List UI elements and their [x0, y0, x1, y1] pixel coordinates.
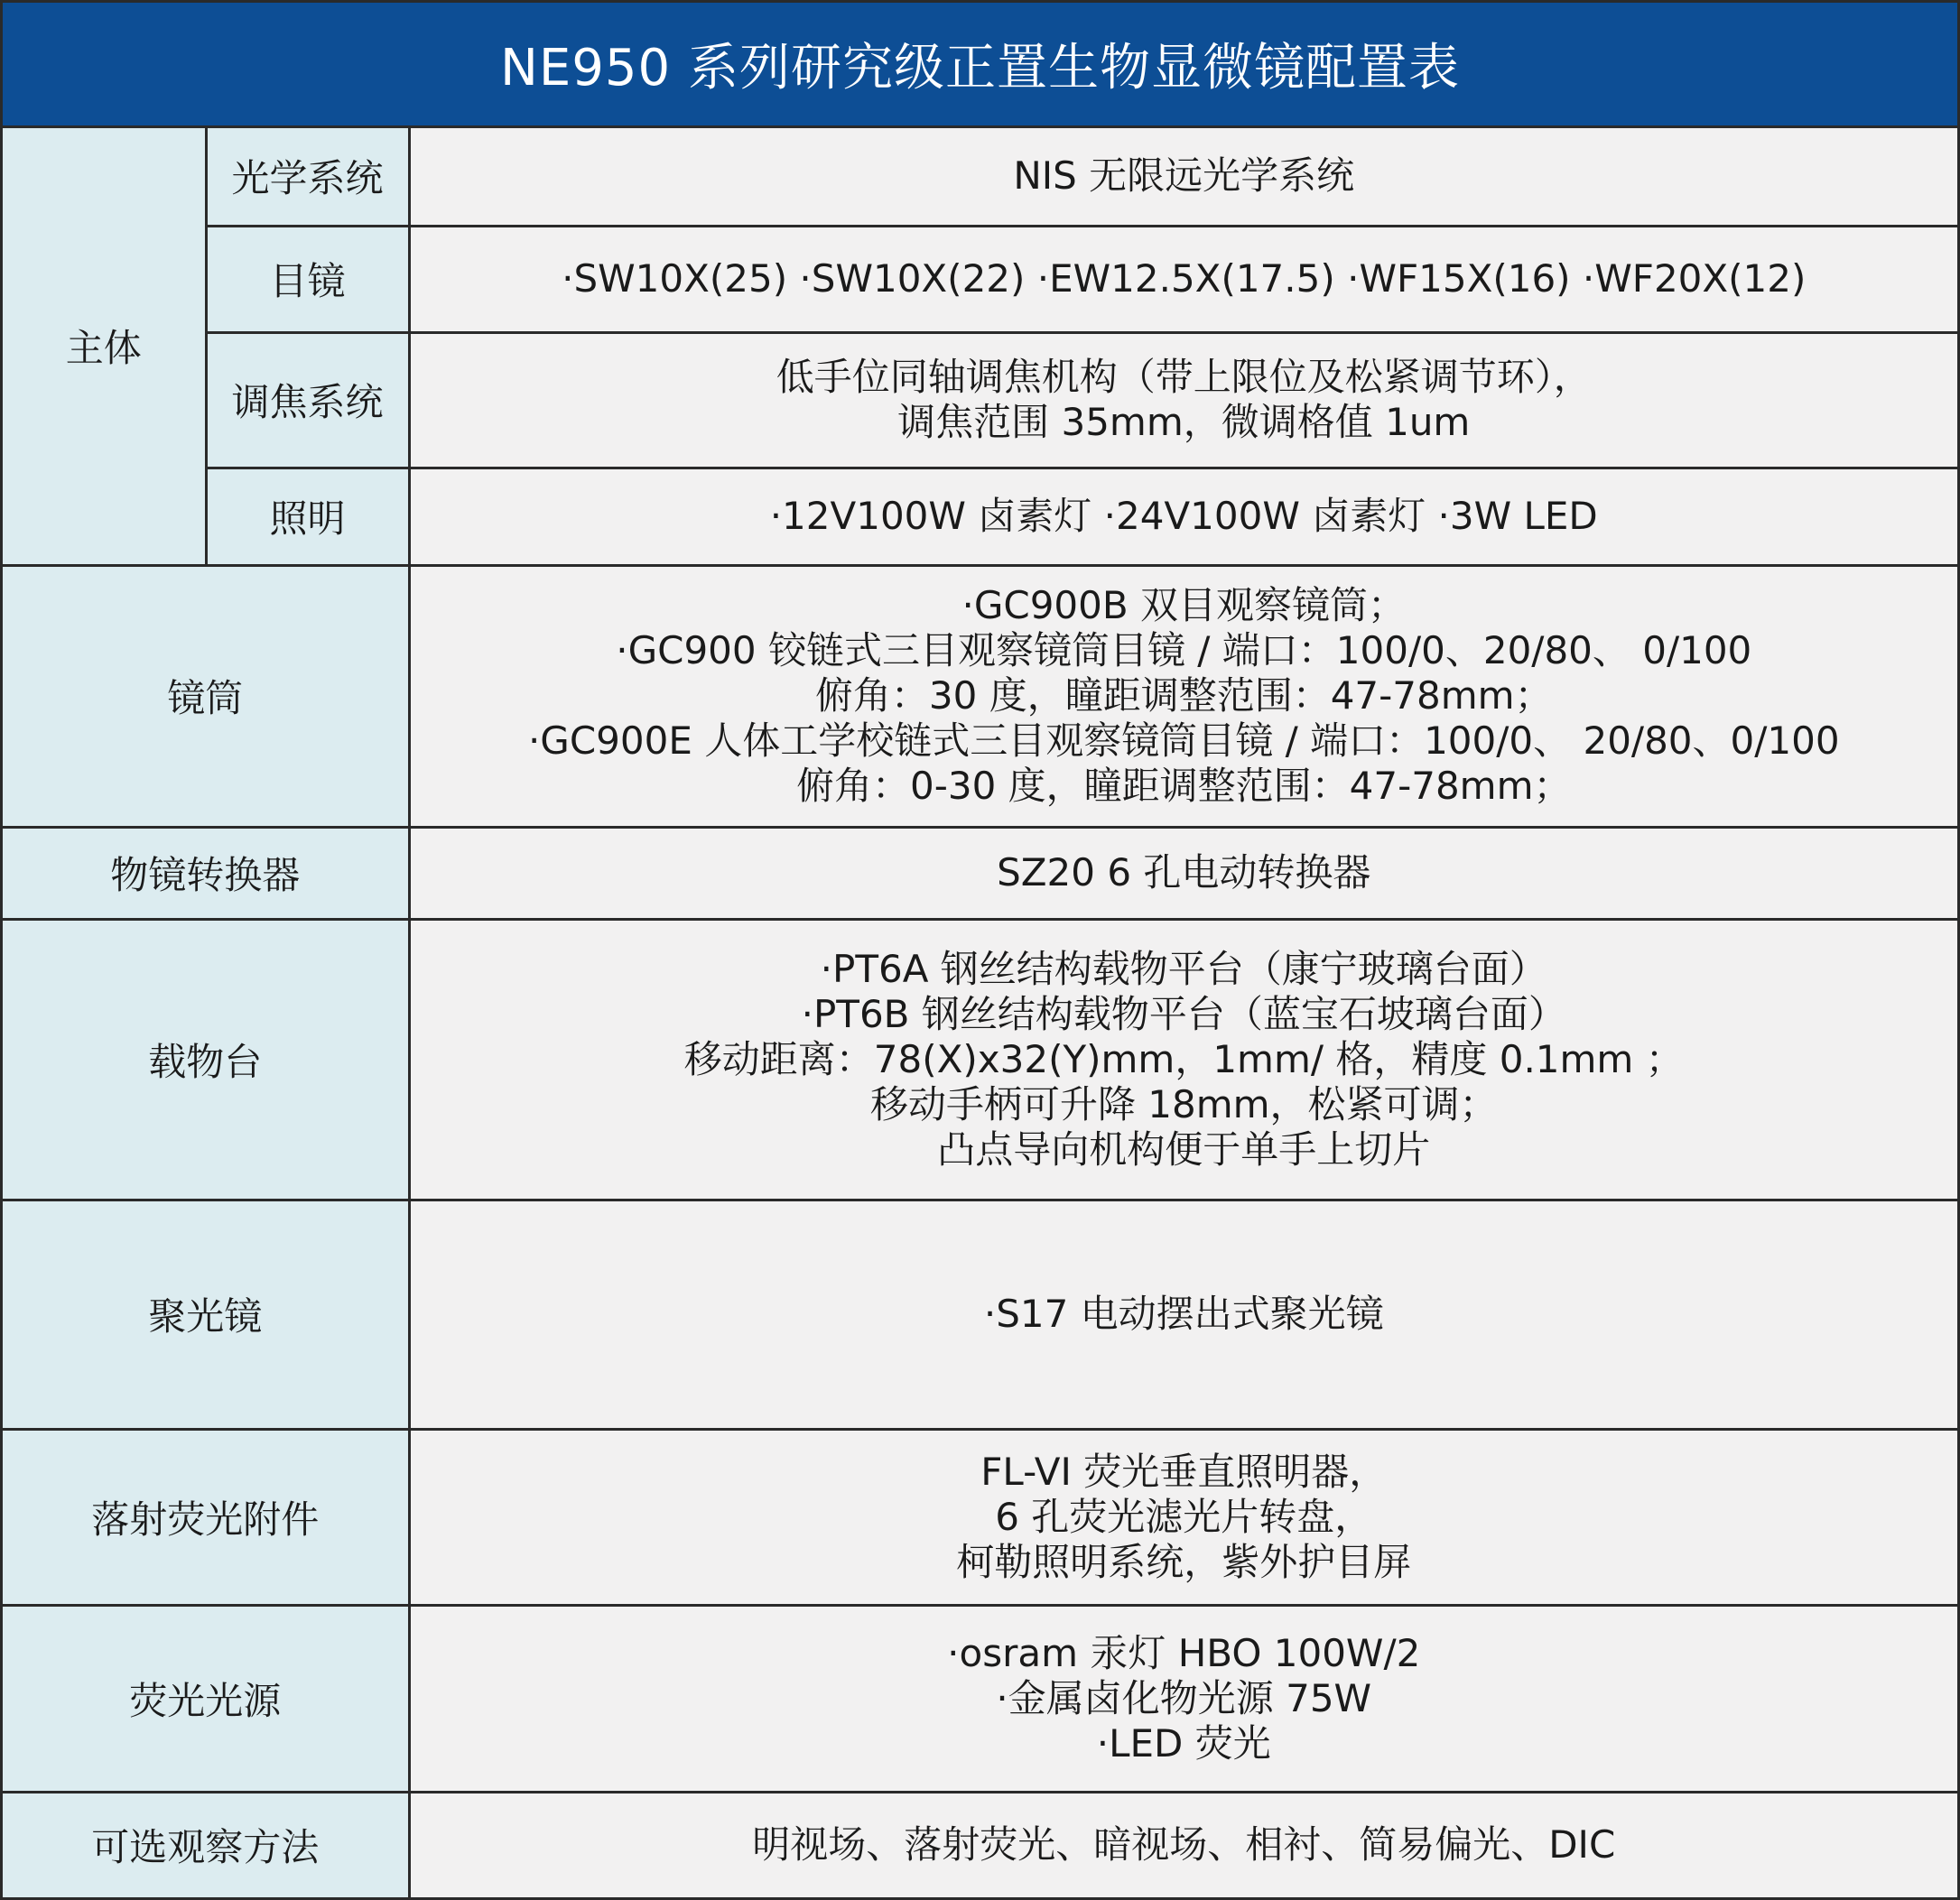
row-value: [409, 565, 1957, 827]
value-line: SZ20 6 孔电动转换器: [997, 850, 1371, 894]
table-title: NE950 系列研究级正置生物显微镜配置表: [3, 3, 1957, 128]
row-label: 可选观察方法: [3, 1792, 409, 1897]
row-value: [409, 128, 1957, 226]
value-line: ·12V100W 卤素灯 ·24V100W 卤素灯 ·3W LED: [769, 494, 1598, 538]
row-value: [409, 468, 1957, 565]
row-value: [409, 827, 1957, 919]
table-row: [3, 827, 1957, 919]
table-row: [3, 226, 1957, 332]
value-line: ·PT6A 钢丝结构载物平台（康宁玻璃台面）: [820, 946, 1547, 991]
table-row: [3, 565, 1957, 827]
table-row: [3, 128, 1957, 226]
row-value: [409, 919, 1957, 1200]
row-value: [409, 1200, 1957, 1429]
row-value: [409, 332, 1957, 468]
value-line: ·PT6B 钢丝结构载物平台（蓝宝石坡璃台面）: [801, 991, 1566, 1036]
value-line: ·osram 汞灯 HBO 100W/2: [947, 1630, 1421, 1675]
table-row: [3, 332, 1957, 468]
value-line: 6 孔荧光滤光片转盘，: [995, 1494, 1373, 1539]
value-line: ·S17 电动摆出式聚光镜: [983, 1292, 1384, 1336]
value-line: 柯勒照明系统，紫外护目屏: [956, 1539, 1412, 1584]
value-line: ·GC900 铰链式三目观察镜筒目镜 / 端口：100/0、20/80、 0/100: [616, 628, 1752, 672]
row-value: [409, 1792, 1957, 1897]
value-line: ·LED 荧光: [1096, 1720, 1271, 1766]
value-line: ·SW10X(25) ·SW10X(22) ·EW12.5X(17.5) ·WF15X(16) ·WF20X(12): [562, 256, 1807, 301]
value-line: ·GC900E 人体工学校链式三目观察镜筒目镜 / 端口：100/0、 20/80、0/100: [527, 718, 1840, 763]
row-value: [409, 1605, 1957, 1792]
value-line: 调焦范围 35mm，微调格值 1um: [897, 400, 1471, 444]
value-line: NIS 无限远光学系统: [1013, 153, 1355, 199]
row-value: [409, 1429, 1957, 1605]
table-row: [3, 468, 1957, 565]
value-line: 移动手柄可升降 18mm，松紧可调；: [869, 1081, 1498, 1126]
table-row: [3, 919, 1957, 1200]
value-line: 移动距离：78(X)x32(Y)mm，1mm/ 格，精度 0.1mm ；: [683, 1036, 1684, 1081]
table-row: [3, 1429, 1957, 1605]
row-label: 物镜转换器: [3, 827, 409, 919]
table-row: [3, 1200, 1957, 1429]
row-label: 调焦系统: [206, 332, 409, 468]
table-row: [3, 1605, 1957, 1792]
row-label: 目镜: [206, 226, 409, 332]
value-line: 明视场、落射荧光、暗视场、相衬、简易偏光、DIC: [752, 1822, 1616, 1868]
row-label: 载物台: [3, 919, 409, 1200]
value-line: 俯角：30 度，瞳距调整范围：47-78mm；: [814, 673, 1553, 718]
row-label: 落射荧光附件: [3, 1429, 409, 1605]
value-line: 凸点导向机构便于单手上切片: [937, 1126, 1431, 1172]
group-label-main: 主体: [3, 128, 206, 565]
value-line: ·GC900B 双目观察镜筒；: [961, 583, 1407, 627]
row-label: 镜筒: [3, 565, 409, 827]
row-label: 光学系统: [206, 128, 409, 226]
row-label: 照明: [206, 468, 409, 565]
row-label: 聚光镜: [3, 1200, 409, 1429]
value-line: 俯角：0-30 度，瞳距调整范围：47-78mm；: [795, 764, 1572, 808]
row-label: 荧光光源: [3, 1605, 409, 1792]
row-value: [409, 226, 1957, 332]
value-line: FL-VI 荧光垂直照明器，: [980, 1449, 1388, 1494]
value-line: ·金属卤化物光源 75W: [996, 1675, 1372, 1720]
spec-table: [3, 128, 1957, 1897]
value-line: 低手位同轴调焦机构（带上限位及松紧调节环），: [776, 355, 1592, 399]
table-row: [3, 1792, 1957, 1897]
